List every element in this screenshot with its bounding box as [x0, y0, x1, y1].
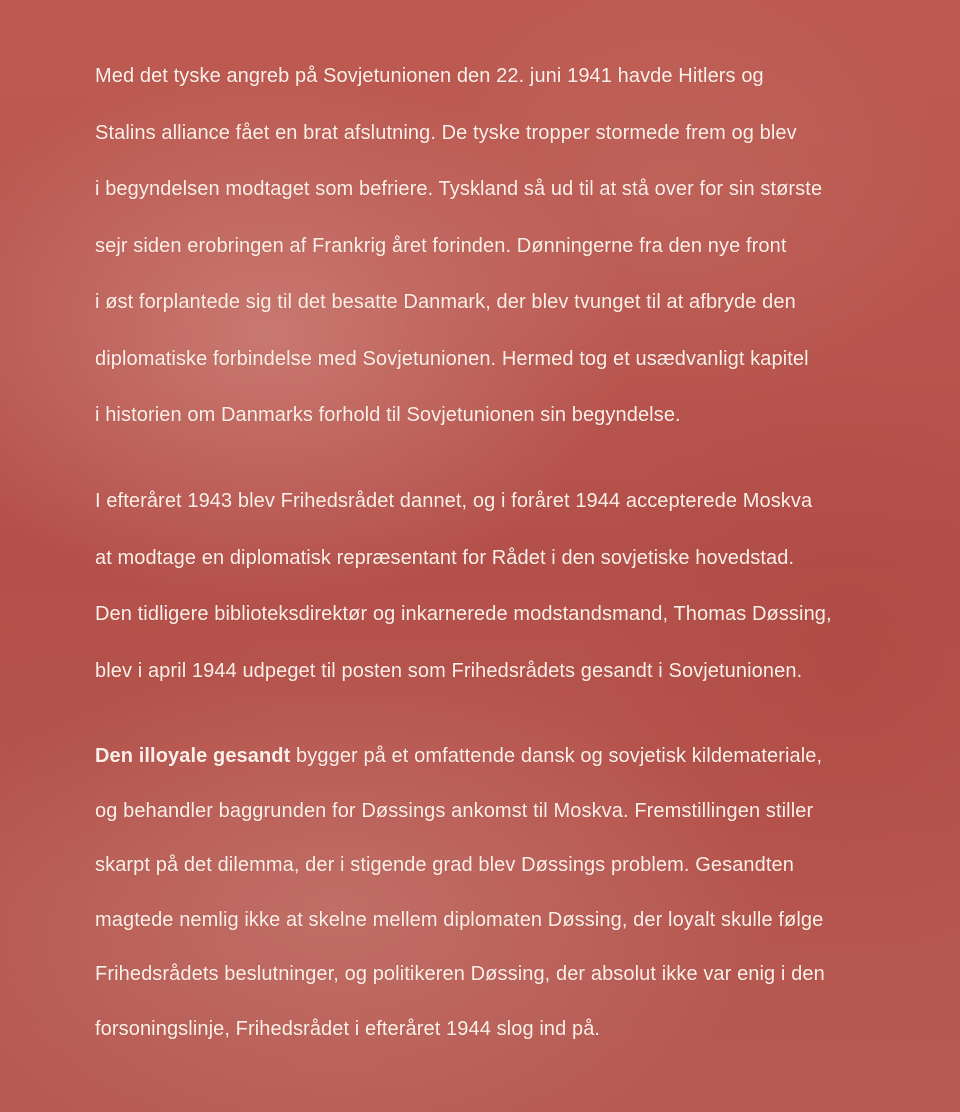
text-line: diplomatiske forbindelse med Sovjetunionen. Hermed tog et usædvanligt kapitel [95, 347, 809, 370]
text-line: skarpt på det dilemma, der i stigende grad blev Døssings problem. Gesandten [95, 854, 794, 876]
text-line: Den tidligere biblioteksdirektør og inkarnerede modstandsmand, Thomas Døssing, [95, 603, 832, 625]
text-line: magtede nemlig ikke at skelne mellem diplomaten Døssing, der loyalt skulle følge [95, 908, 824, 931]
book-title: Den illoyale gesandt [95, 745, 291, 767]
text-line: i øst forplantede sig til det besatte Danmark, der blev tvunget til at afbryde den [95, 291, 796, 313]
text-line: Med det tyske angreb på Sovjetunionen den 22. juni 1941 havde Hitlers og [95, 65, 764, 87]
text-line: Stalins alliance fået en brat afslutning. De tyske tropper stormede frem og blev [95, 121, 797, 144]
text-line: og behandler baggrunden for Døssings ankomst til Moskva. Fremstillingen stiller [95, 799, 814, 822]
text-line: i historien om Danmarks forhold til Sovjetunionen sin begyndelse. [95, 404, 681, 426]
text-line: blev i april 1944 udpeget til posten som Frihedsrådets gesandt i Sovjetunionen. [95, 659, 803, 682]
paragraph-book-summary [95, 742, 925, 1069]
text-line-with-title [95, 742, 925, 797]
text-line: I efteråret 1943 blev Frihedsrådet dannet, og i foråret 1944 accepterede Moskva [95, 490, 813, 512]
text-line: i begyndelsen modtaget som befriere. Tyskland så ud til at stå over for sin største [95, 178, 823, 200]
paragraph-intro [95, 62, 925, 458]
paragraph-frihedsraadet [95, 487, 925, 713]
text-line-rest: bygger på et omfattende dansk og sovjetisk kildemateriale, [290, 745, 823, 767]
text-line: sejr siden erobringen af Frankrig året forinden. Dønningerne fra den nye front [95, 234, 787, 257]
text-line: at modtage en diplomatisk repræsentant for Rådet i den sovjetiske hovedstad. [95, 546, 795, 569]
text-line: forsoningslinje, Frihedsrådet i efteråret 1944 slog ind på. [95, 1017, 601, 1040]
text-line: Frihedsrådets beslutninger, og politikeren Døssing, der absolut ikke var enig i den [95, 963, 825, 985]
